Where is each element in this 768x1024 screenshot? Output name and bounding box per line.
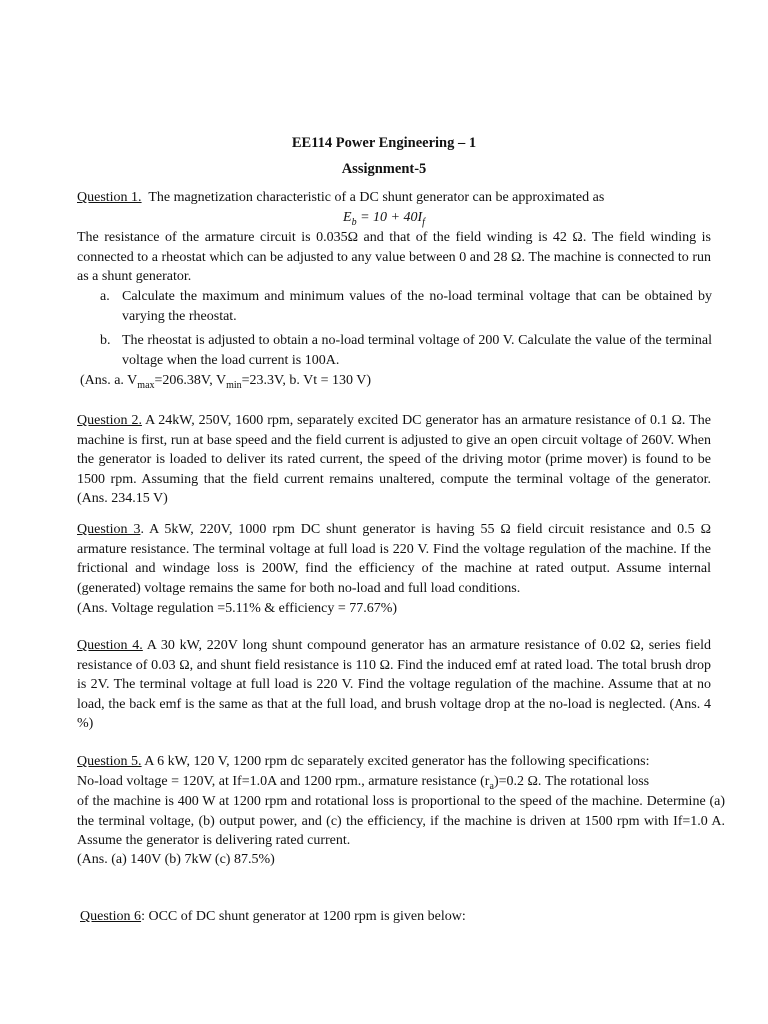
question-1-answer: (Ans. a. $V_{max}=206.38V$, $V_{min}=23.3V$, b. Vt = 130 V) [80,373,372,391]
question-1-intro: Question 1. The magnetization characteristic of a DC shunt generator can be approximated as [77,190,605,205]
course-title: EE114 Power Engineering – 1 [291,135,477,151]
question-5-line-2: No-load voltage = 120V, at If=1.0A and 1200 rpm., armature resistance $(r_a)=0.2$ Ω. The rotational loss [77,774,650,792]
question-5-answer: (Ans. (a) 140V (b) 7kW (c) 87.5%) [77,852,275,867]
question-6: Question 6: OCC of DC shunt generator at 1200 rpm is given below: [80,909,466,924]
question-4-label: Question 4. [77,638,143,653]
question-3: Question 3. A 5kW, 220V, 1000 rpm DC shunt generator is having 55 Ω field circuit resistance and 0.5 Ω armature resistance. The terminal voltage at full load is 220 V. Find the voltage regulation of the machine. If the frictional and windage loss is 200W, find the efficiency of the machine at rated output. Assume internal (generated) voltage remains the same for both no-load and full load conditions. [77,522,711,596]
assignment-title: Assignment-5 [341,161,427,177]
question-2-label: Question 2. [77,413,142,428]
document-page: EE114 Power Engineering – 1 Assignment-5 Question 1. The magnetization characteristic of a DC shunt generator can be approximated as $E_b = 10 + 40I_f$ The resistance of the armature circuit is 0.035Ω and that of the field winding is 42 Ω. The field winding is connected to a rheostat which can be adjusted to any value between 0 and 28 Ω. The machine is connected to run as a shunt generator. a. Calculate the maximum and minimum values of the no-load terminal voltage that can be obtained by varying the rheostat. b. The rheostat is adjusted to obtain a no-load terminal voltage of 200 V. Calculate the value of the terminal voltage when the load current is 100A. (Ans. a. $V_{max}=206.38V$, $V_{min}=23.3V$, b. Vt = 130 V) Question 2. A 24kW, 250V, 1600 rpm, separately excited DC generator has an armature resistance of 0.1 Ω. The machine is first, run at base speed and the field current is adjusted to give an open circuit voltage of 260V. When the generator is loaded to deliver its rated current, the speed of the driving motor (prime mover) is found to be 1500 rpm. Assuming that the field current remains unaltered, compute the terminal voltage of the generator. (Ans. 234.15 V) Question 3. A 5kW, 220V, 1000 rpm DC shunt generator is having 55 Ω field circuit resistance and 0.5 Ω armature resistance. The terminal voltage at full load is 220 V. Find the voltage regulation of the machine. If the frictional and windage loss is 200W, find the efficiency of the machine at rated output. Assume internal (generated) voltage remains the same for both no-load and full load conditions. (Ans. Voltage regulation =5.11% & efficiency = 77.67%) Question 4. A 30 kW, 220V long shunt compound generator has an armature resistance of 0.02 Ω, series field resistance of 0.03 Ω, and shunt field resistance is 110 Ω. Find the induced emf at rated load. The total brush drop is 2V. The terminal voltage at full load is 220 V. Find the voltage regulation of the machine. Assume that at no load, the back emf is the same as that at the full load, and brush voltage drop at the no-load is neglected. (Ans. 4 %) Question 5. A 6 kW, 120 V, 1200 rpm dc separately excited generator has the following specifications: No-load voltage = 120V, at If=1.0A and 1200 rpm., armature resistance $(r_a)=0.2$ Ω. The rotational loss of the machine is 400 W at 1200 rpm and rotational loss is proportional to the speed of the machine. Determine (a) the terminal voltage, (b) output power, and (c) the efficiency, if the machine is driven at 1500 rpm with If=1.0 A. Assume the generator is delivering rated current. (Ans. (a) 140V (b) 7kW (c) 87.5%) Question 6: OCC of DC shunt generator at 1200 rpm is given below: [0,0,768,1024]
question-1-paragraph: The resistance of the armature circuit is 0.035Ω and that of the field winding is 42 Ω. The field winding is connected to a rheostat which can be adjusted to any value between 0 and 28 Ω. The machine is connected to run as a shunt generator. [77,230,711,284]
question-5-label: Question 5. [77,754,142,769]
question-3-label: Question 3 [77,522,141,537]
question-6-label: Question 6 [80,909,142,924]
question-4: Question 4. A 30 kW, 220V long shunt compound generator has an armature resistance of 0.02 Ω, series field resistance of 0.03 Ω, and shunt field resistance is 110 Ω. Find the induced emf at rated load. The total brush drop is 2V. The terminal voltage at full load is 220 V. Find the voltage regulation of the machine. Assume that at no load, the back emf is the same as that at the full load, and brush voltage drop at the no-load is neglected. (Ans. 4 %) [77,638,711,731]
question-1-equation: $E_b = 10 + 40I_f$ [343,210,425,228]
question-5-line-1: Question 5. A 6 kW, 120 V, 1200 rpm dc separately excited generator has the following specifications: [77,754,650,769]
question-5-paragraph: of the machine is 400 W at 1200 rpm and rotational loss is proportional to the speed of the machine. Determine (a) the terminal voltage, (b) output power, and (c) the efficiency, if the machine is driven at 1500 rpm with If=1.0 A. Assume the generator is delivering rated current. [77,794,725,848]
question-1-label: Question 1. [77,190,142,205]
question-3-answer: (Ans. Voltage regulation =5.11% & efficiency = 77.67%) [77,601,398,616]
question-2: Question 2. A 24kW, 250V, 1600 rpm, separately excited DC generator has an armature resistance of 0.1 Ω. The machine is first, run at base speed and the field current is adjusted to give an open circuit voltage of 260V. When the generator is loaded to deliver its rated current, the speed of the driving motor (prime mover) is found to be 1500 rpm. Assuming that the field current remains unaltered, compute the terminal voltage of the generator. (Ans. 234.15 V) [77,413,712,506]
